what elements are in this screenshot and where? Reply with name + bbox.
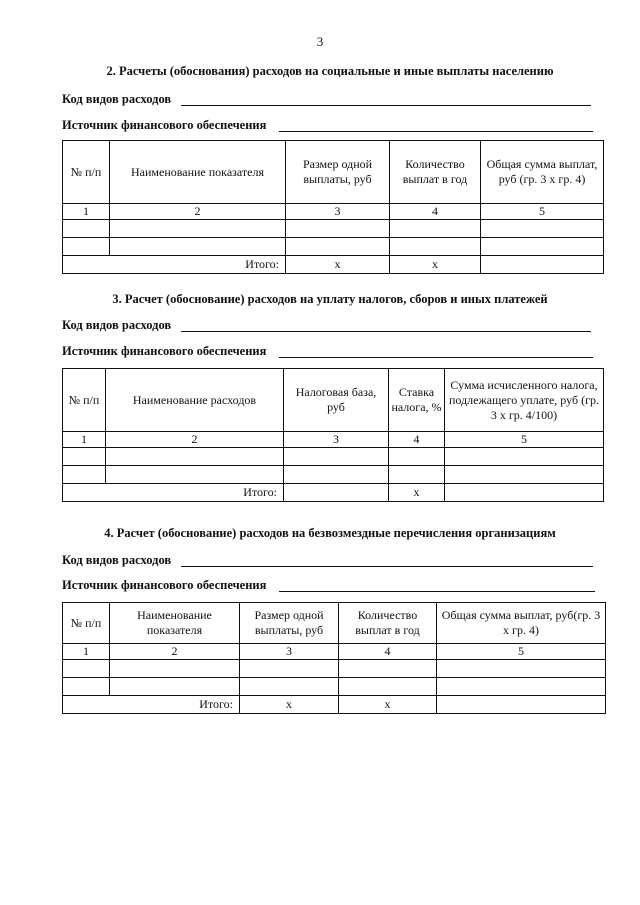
table-cell[interactable] — [437, 678, 606, 696]
table-cell[interactable] — [63, 678, 110, 696]
total-label: Итого: — [63, 696, 240, 714]
table-cell[interactable] — [445, 448, 604, 466]
table-cell[interactable] — [437, 660, 606, 678]
column-number: 4 — [390, 204, 481, 220]
column-number: 2 — [110, 644, 240, 660]
section-3-istochnik-label: Источник финансового обеспечения — [62, 344, 267, 358]
column-number: 2 — [110, 204, 286, 220]
column-number: 3 — [284, 432, 389, 448]
table-header-row — [63, 369, 604, 432]
table-cell[interactable] — [339, 660, 437, 678]
table-row — [63, 220, 604, 238]
total-row — [63, 484, 604, 502]
header-cell: Ставка налога, % — [389, 369, 445, 432]
table-cell[interactable] — [110, 238, 286, 256]
header-cell: Количество выплат в год — [390, 141, 481, 204]
section-4-title: 4. Расчет (обоснование) расходов на безвозмездные перечисления организациям — [104, 526, 556, 540]
table-row — [63, 660, 606, 678]
total-value: x — [240, 696, 339, 714]
column-number: 2 — [106, 432, 284, 448]
table-cell[interactable] — [389, 466, 445, 484]
table-cell[interactable] — [481, 238, 604, 256]
table-cell[interactable] — [286, 220, 390, 238]
table-cell[interactable] — [284, 466, 389, 484]
total-value: x — [286, 256, 390, 274]
column-number-row — [63, 644, 606, 660]
table-cell[interactable] — [389, 448, 445, 466]
section-3-kod-label: Код видов расходов — [62, 318, 172, 332]
table-cell[interactable] — [63, 466, 106, 484]
total-row — [63, 696, 606, 714]
section-2-kod-label: Код видов расходов — [62, 92, 172, 106]
total-value[interactable] — [437, 696, 606, 714]
header-cell: Общая сумма выплат, руб (гр. 3 х гр. 4) — [481, 141, 604, 204]
column-number: 1 — [63, 644, 110, 660]
section-3-table — [62, 368, 604, 502]
total-value[interactable] — [445, 484, 604, 502]
section-3-title: 3. Расчет (обоснование) расходов на уплату налогов, сборов и иных платежей — [112, 292, 548, 306]
table-header-row — [63, 141, 604, 204]
table-header-row — [63, 603, 606, 644]
section-4-istochnik-label: Источник финансового обеспечения — [62, 578, 267, 592]
section-2-istochnik-label: Источник финансового обеспечения — [62, 118, 267, 132]
column-number: 4 — [389, 432, 445, 448]
section-3-istochnik-line[interactable] — [279, 357, 593, 358]
table-cell[interactable] — [339, 678, 437, 696]
header-cell: № п/п — [63, 141, 110, 204]
section-2-title: 2. Расчеты (обоснования) расходов на социальные и иные выплаты населению — [106, 64, 554, 78]
section-4-table — [62, 602, 606, 714]
table-cell[interactable] — [390, 220, 481, 238]
section-2-table — [62, 140, 604, 274]
header-cell: Размер одной выплаты, руб — [240, 603, 339, 644]
table-row — [63, 678, 606, 696]
total-value: x — [339, 696, 437, 714]
page-number: 3 — [316, 34, 324, 49]
table-cell[interactable] — [390, 238, 481, 256]
header-cell: № п/п — [63, 603, 110, 644]
table-cell[interactable] — [481, 220, 604, 238]
table-cell[interactable] — [286, 238, 390, 256]
column-number: 1 — [63, 432, 106, 448]
section-4-istochnik-line[interactable] — [279, 591, 595, 592]
section-2-kod-line[interactable] — [181, 105, 591, 106]
column-number-row — [63, 204, 604, 220]
total-label: Итого: — [63, 256, 286, 274]
total-value[interactable] — [284, 484, 389, 502]
table-cell[interactable] — [63, 448, 106, 466]
table-row — [63, 448, 604, 466]
table-row — [63, 238, 604, 256]
column-number: 5 — [445, 432, 604, 448]
table-cell[interactable] — [63, 238, 110, 256]
table-row — [63, 466, 604, 484]
table-cell[interactable] — [110, 220, 286, 238]
header-cell: Количество выплат в год — [339, 603, 437, 644]
table-cell[interactable] — [240, 660, 339, 678]
table-cell[interactable] — [63, 220, 110, 238]
column-number: 3 — [286, 204, 390, 220]
table-cell[interactable] — [63, 660, 110, 678]
total-label: Итого: — [63, 484, 284, 502]
header-cell: Сумма исчисленного налога, подлежащего уплате, руб (гр. 3 х гр. 4/100) — [445, 369, 604, 432]
table-cell[interactable] — [106, 448, 284, 466]
header-cell: Наименование показателя — [110, 603, 240, 644]
header-cell: Наименование расходов — [106, 369, 284, 432]
header-cell: Наименование показателя — [110, 141, 286, 204]
column-number: 4 — [339, 644, 437, 660]
total-value: x — [389, 484, 445, 502]
table-cell[interactable] — [240, 678, 339, 696]
total-value: x — [390, 256, 481, 274]
total-row — [63, 256, 604, 274]
section-2-istochnik-line[interactable] — [279, 131, 593, 132]
header-cell: № п/п — [63, 369, 106, 432]
table-cell[interactable] — [106, 466, 284, 484]
header-cell: Налоговая база, руб — [284, 369, 389, 432]
column-number: 5 — [437, 644, 606, 660]
section-4-kod-label: Код видов расходов — [62, 553, 172, 567]
total-value[interactable] — [481, 256, 604, 274]
table-cell[interactable] — [445, 466, 604, 484]
section-3-kod-line[interactable] — [181, 331, 591, 332]
table-cell[interactable] — [110, 660, 240, 678]
column-number-row — [63, 432, 604, 448]
section-4-kod-line[interactable] — [181, 566, 593, 567]
column-number: 3 — [240, 644, 339, 660]
table-cell[interactable] — [110, 678, 240, 696]
column-number: 1 — [63, 204, 110, 220]
table-cell[interactable] — [284, 448, 389, 466]
header-cell: Общая сумма выплат, руб(гр. 3 х гр. 4) — [437, 603, 606, 644]
header-cell: Размер одной выплаты, руб — [286, 141, 390, 204]
column-number: 5 — [481, 204, 604, 220]
